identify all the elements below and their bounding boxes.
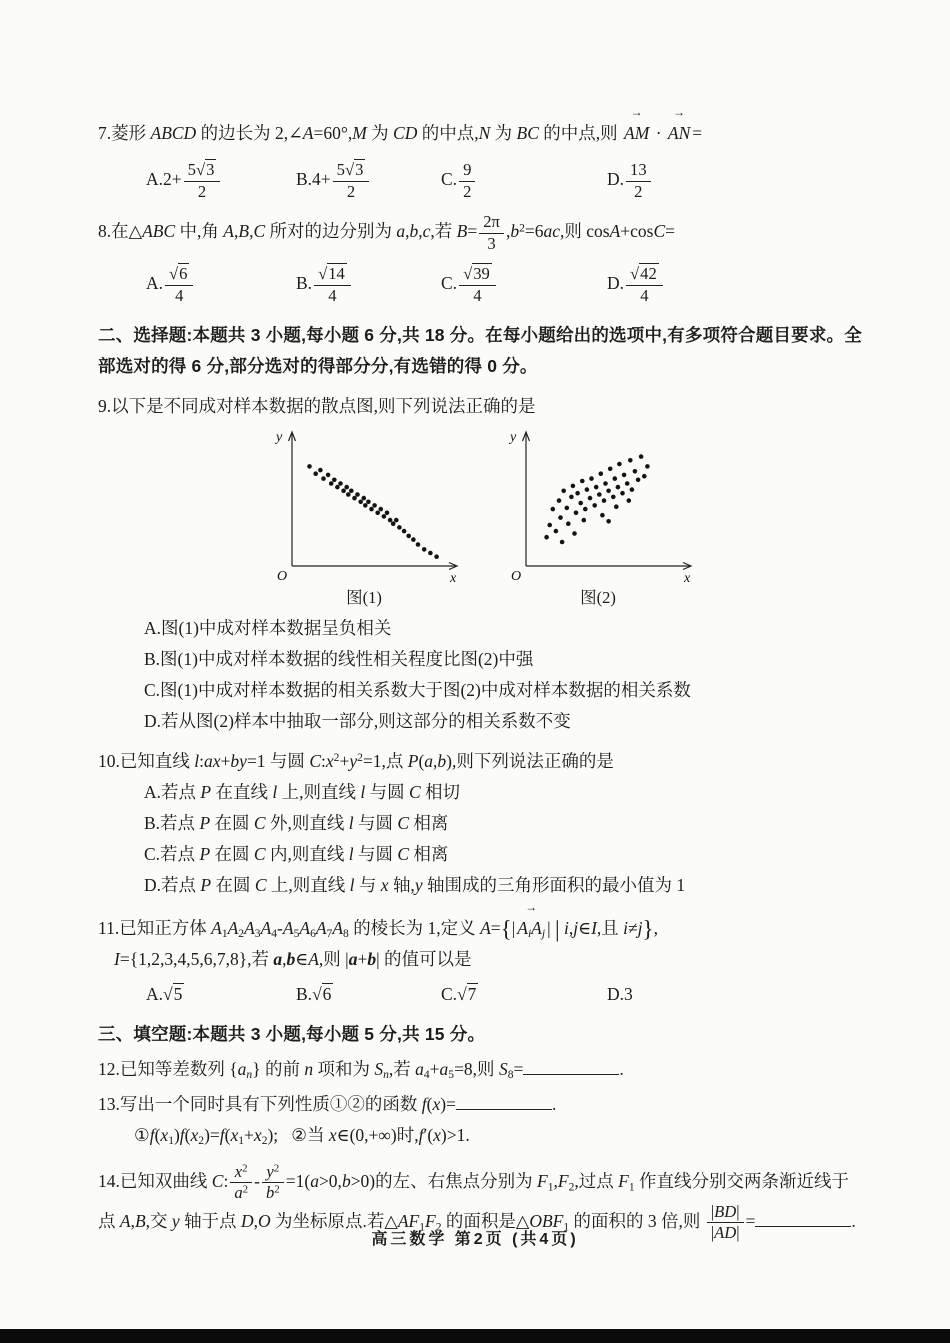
q7-option-a: A.2+ $\frac{5√3}{2}$ xyxy=(146,161,296,201)
q10-option-d: D.若点 P 在圆 C 上,则直线 l 与 x 轴,y 轴围成的三角形面积的最小值为 1 xyxy=(144,874,686,895)
question-10-stem: 10.已知直线 l:ax+by=1 与圆 $C:x^2+y^2=1$,点 P(a,b),则下列说法正确的是 xyxy=(98,750,614,771)
q7-option-b: B.4+ $\frac{5√3}{2}$ xyxy=(296,161,441,201)
question-11-options xyxy=(98,979,864,1010)
question-14-stem: 14.已知双曲线 C: $\frac{x^2}{a^2}$ - $\frac{y^2}{b^2}$ =1(a>0,b>0)的左、右焦点分别为 $F_1,F_2$,过点 $F_1$ 作直线分别交两条渐近线于点 A,B,交 y 轴于点 D,O 为坐标原点.若$\triangle AF_1F_2$ 的面积是$\triangle OBF_1$ 的面积的 3 倍,则 $\frac{|BD|}{|AD|}$ = . xyxy=(98,1161,856,1243)
q8-option-b: B. $\frac{√14}{4}$ xyxy=(296,265,441,305)
scatter-plot-1 xyxy=(264,424,464,586)
q9-option-a: A.图(1)中成对样本数据呈负相关 xyxy=(144,617,392,638)
figure-1-caption: 图(1) xyxy=(346,587,382,607)
y-axis-label: y xyxy=(510,429,517,445)
x-axis-label: x xyxy=(684,570,691,586)
question-9-stem: 9.以下是不同成对样本数据的散点图,则下列说法正确的是 xyxy=(98,395,536,416)
q9-option-b: B.图(1)中成对样本数据的线性相关程度比图(2)中强 xyxy=(144,648,534,669)
question-13-conditions: $①f(x_1)f(x_2)=f(x_1+x_2)$; ②当 x∈(0,+∞)时,f′(x)>1. xyxy=(134,1124,470,1147)
question-12-stem: 12.已知等差数列 $\{a_n\}$ 的前 n 项和为 $S_n$,若 $a_4+a_5=8$,则 $S_8=$ . xyxy=(98,1058,624,1081)
figure-2-caption: 图(2) xyxy=(580,587,616,607)
q11-option-d: D.3 xyxy=(607,983,633,1004)
scan-edge-artifact xyxy=(0,1329,950,1343)
origin-label: O xyxy=(277,568,288,584)
q10-option-c: C.若点 P 在圆 C 内,则直线 l 与圆 C 相离 xyxy=(144,843,449,864)
question-7-stem: 7.菱形 ABCD 的边长为 2,∠A=60°,M 为 CD 的中点,N 为 BC 的中点,则 AM → · AN → = xyxy=(98,118,864,149)
question-11-stem-line2: I={1,2,3,4,5,6,7,8},若 a,b∈A,则 |a+b| 的值可以是 xyxy=(114,948,472,969)
q9-option-d: D.若从图(2)样本中抽取一部分,则这部分的相关系数不变 xyxy=(144,710,571,731)
section-3-header: 三、填空题:本题共 3 小题,每小题 5 分,共 15 分。 xyxy=(98,1023,486,1044)
scatter-figures xyxy=(98,424,864,609)
x-axis-label: x xyxy=(450,570,457,586)
scatter-figure-2 xyxy=(498,424,698,609)
page-footer: 高三数学 第2页 (共4页) xyxy=(371,1231,579,1248)
q10-option-a: A.若点 P 在直线 l 上,则直线 l 与圆 C 相切 xyxy=(144,781,461,802)
q11-option-c: C.√7 xyxy=(441,983,477,1004)
q8-option-c: C. $\frac{√39}{4}$ xyxy=(441,265,607,305)
question-13-stem: 13.写出一个同时具有下列性质①②的函数 f(x)= . xyxy=(98,1093,557,1114)
origin-label: O xyxy=(511,568,522,584)
q8-option-a: A. $\frac{√6}{4}$ xyxy=(146,265,296,305)
q8-option-d: D. $\frac{√42}{4}$ xyxy=(607,265,665,305)
q10-option-b: B.若点 P 在圆 C 外,则直线 l 与圆 C 相离 xyxy=(144,812,449,833)
q11-option-a: A.√5 xyxy=(146,983,183,1004)
q7-option-c: C. $\frac{9}{2}$ xyxy=(441,161,607,201)
question-8-options xyxy=(98,265,864,305)
question-7-options xyxy=(98,161,864,201)
q9-option-c: C.图(1)中成对样本数据的相关系数大于图(2)中成对样本数据的相关系数 xyxy=(144,679,691,700)
q7-option-d: D. $\frac{13}{2}$ xyxy=(607,161,653,201)
q11-option-b: B.√6 xyxy=(296,983,332,1004)
y-axis-label: y xyxy=(276,429,283,445)
section-2-header: 二、选择题:本题共 3 小题,每小题 6 分,共 18 分。在每小题给出的选项中,有多项符合题目要求。全部选对的得 6 分,部分选对的得部分分,有选错的得 0 分。 xyxy=(98,324,862,376)
question-8-stem: 8.在△ABC 中,角 A,B,C 所对的边分别为 a,b,c,若 B= $\frac{2\pi}{3}$ $,b^2=6ac$,则 cosA+cosC= xyxy=(98,212,676,253)
scatter-plot-2 xyxy=(498,424,698,586)
question-11-stem-line1: 11.已知正方体 $A_1A_2A_3A_4-A_5A_6A_7A_8$ 的棱长为 1,定义 A={| $A_iA_j$ → | | i,j∈I,且 i≠j}, xyxy=(98,913,864,944)
scatter-figure-1 xyxy=(264,424,464,609)
